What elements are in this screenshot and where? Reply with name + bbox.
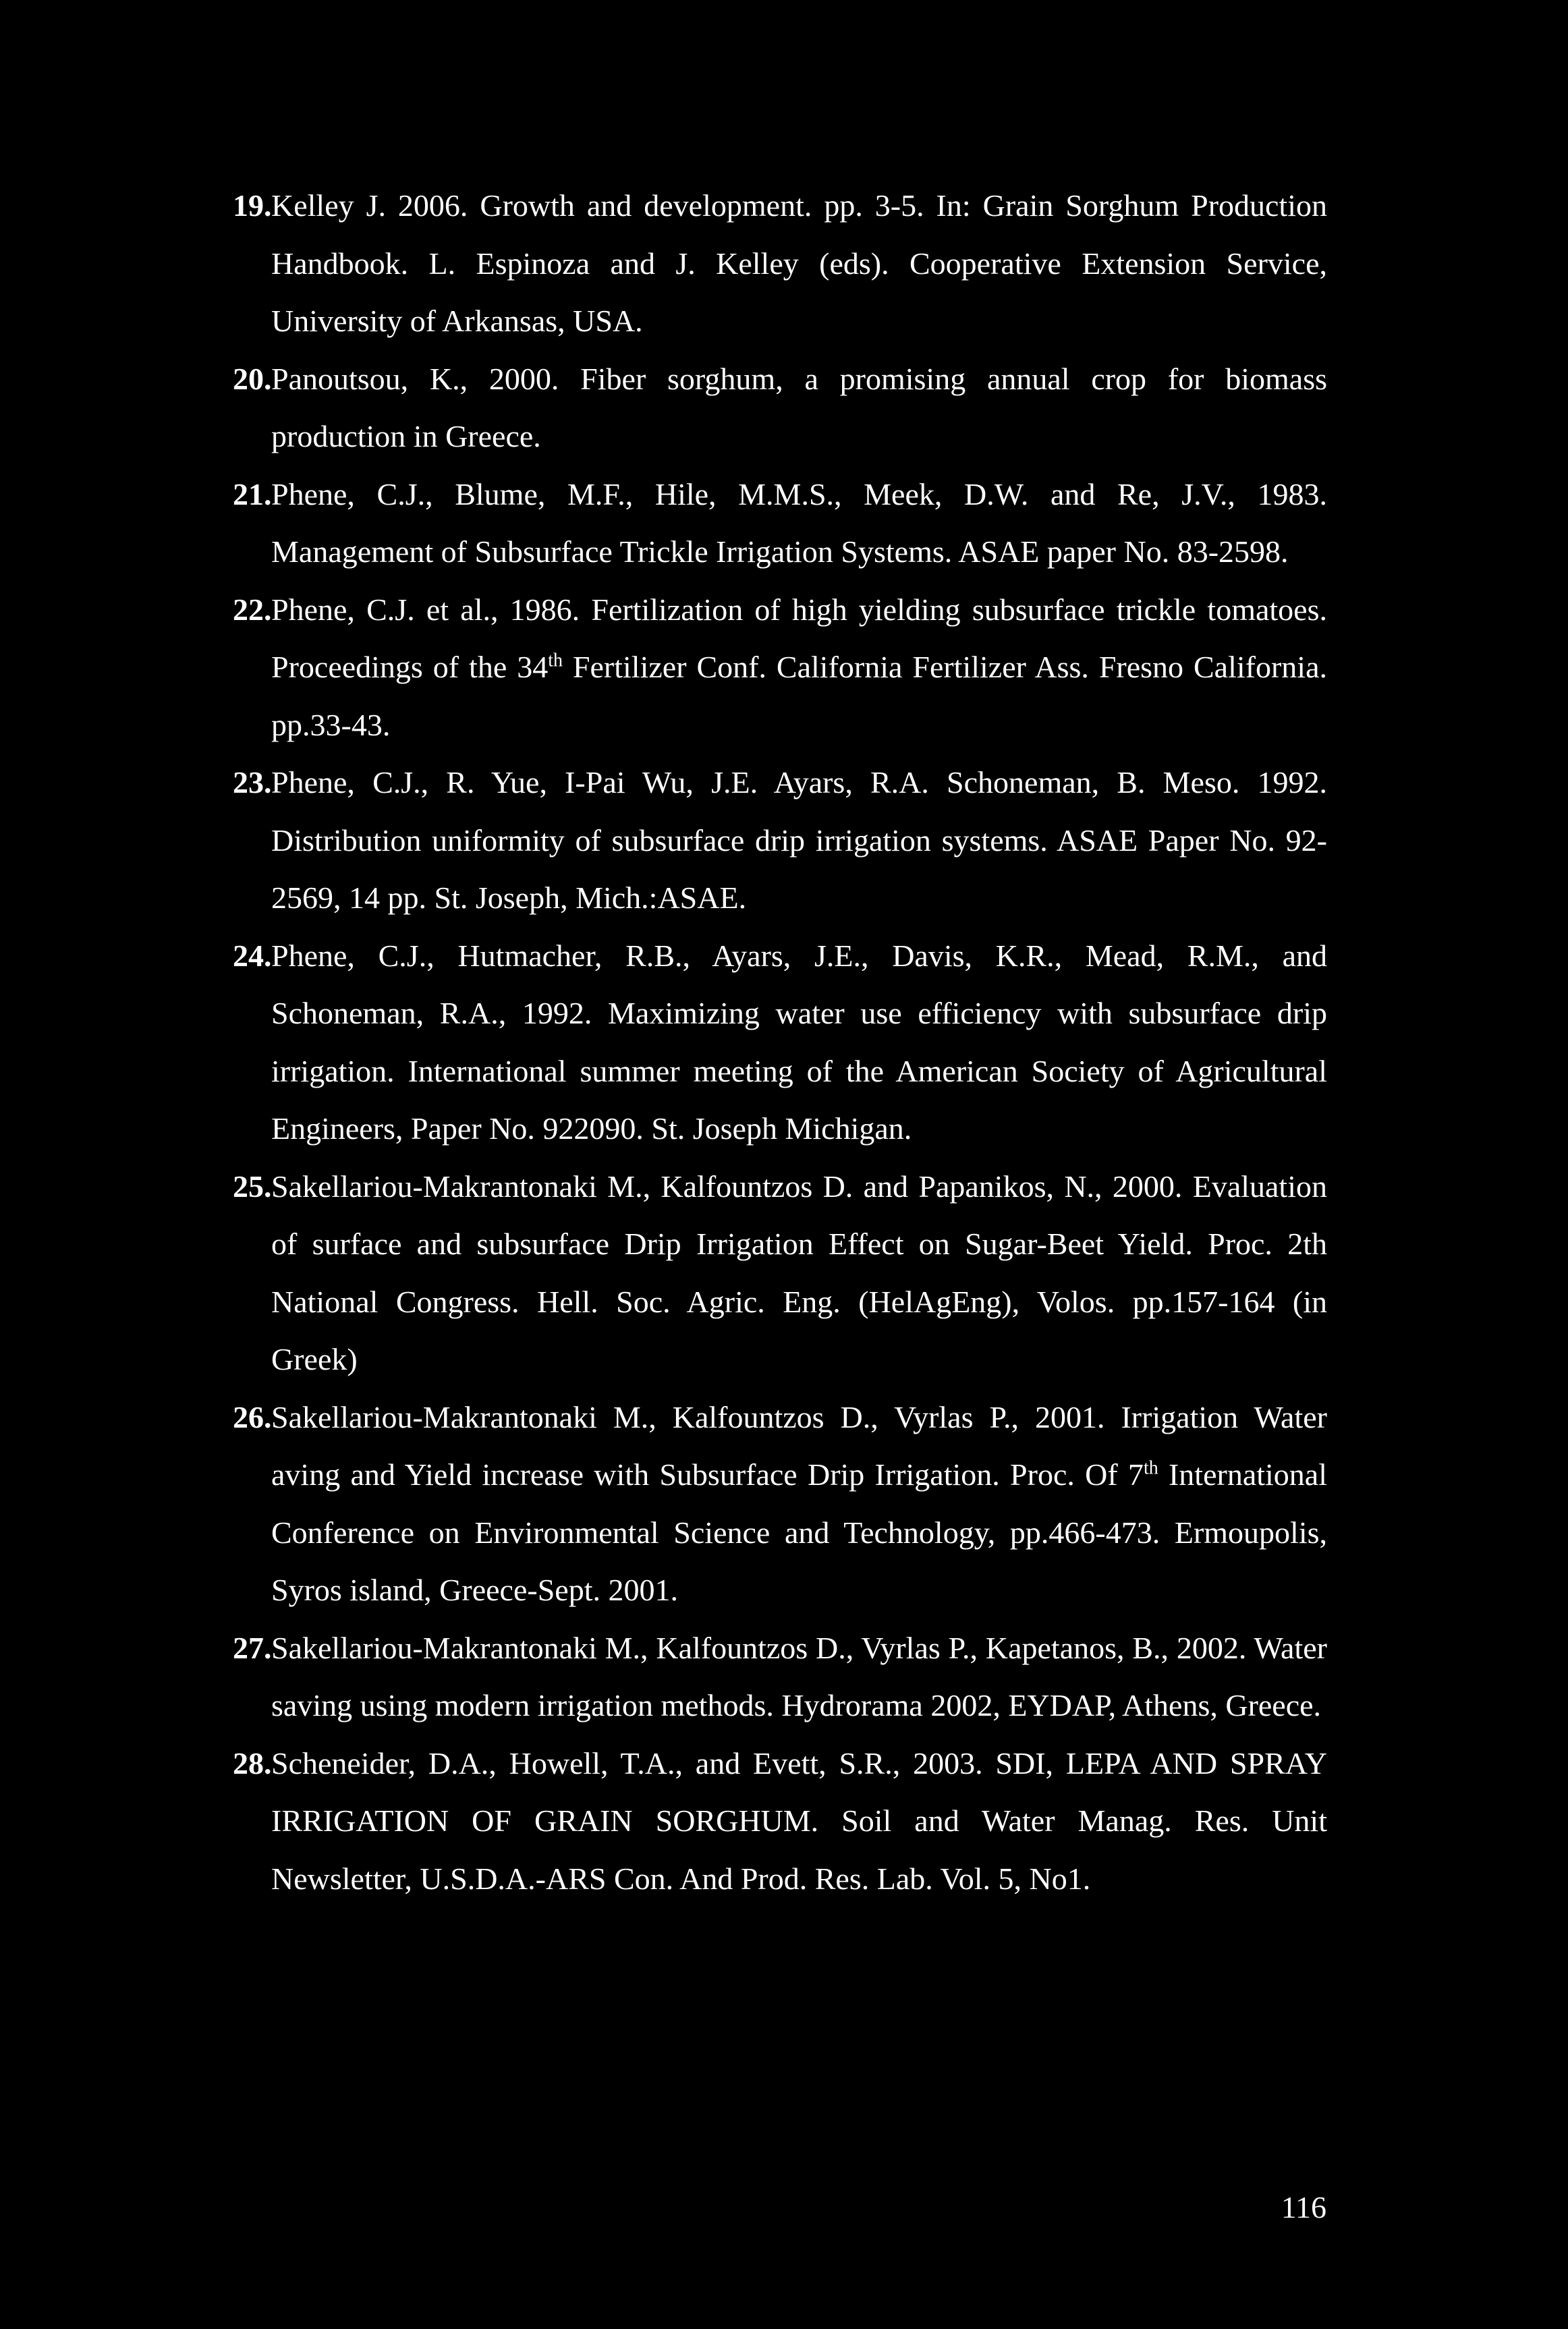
reference-text: Panoutsou, K., 2000. Fiber sorghum, a promising annual crop for biomass production in Greece. bbox=[271, 361, 1327, 453]
reference-number: 27. bbox=[233, 1630, 272, 1665]
superscript-ordinal: th bbox=[548, 650, 563, 671]
reference-number: 22. bbox=[233, 592, 272, 627]
reference-item bbox=[233, 1619, 1327, 1735]
reference-list bbox=[233, 177, 1327, 1907]
reference-text: Phene, C.J., Hutmacher, R.B., Ayars, J.E., Davis, K.R., Mead, R.M., and Schoneman, R.A., 1992. Maximizing water use efficiency with subsurface drip irrigation. International summer meeting of the American Society of Agricultural Engineers, Paper No. 922090. St. Joseph Michigan. bbox=[271, 938, 1327, 1146]
reference-number: 25. bbox=[233, 1169, 272, 1204]
reference-number: 21. bbox=[233, 476, 272, 511]
reference-item bbox=[233, 1388, 1327, 1619]
reference-item bbox=[233, 1158, 1327, 1388]
page-number: 116 bbox=[1281, 2190, 1326, 2224]
reference-number: 19. bbox=[233, 188, 272, 223]
reference-text: Sakellariou-Makrantonaki M., Kalfountzos D., Vyrlas P., Kapetanos, B., 2002. Water saving using modern irrigation methods. Hydrorama 2002, EYDAP, Athens, Greece. bbox=[271, 1630, 1327, 1722]
reference-item bbox=[233, 754, 1327, 927]
reference-item bbox=[233, 581, 1327, 754]
reference-item bbox=[233, 466, 1327, 581]
reference-item bbox=[233, 177, 1327, 350]
reference-text: Sakellariou-Makrantonaki M., Kalfountzos D. and Papanikos, N., 2000. Evaluation of surface and subsurface Drip Irrigation Effect on Sugar-Beet Yield. Proc. 2th National Congress. Hell. Soc. Agric. Eng. (HelAgEng), Volos. pp.157-164 (in Greek) bbox=[271, 1169, 1327, 1376]
reference-number: 23. bbox=[233, 765, 272, 799]
superscript-ordinal: th bbox=[1143, 1457, 1158, 1479]
reference-text: Sakellariou-Makrantonaki M., Kalfountzos D., Vyrlas P., 2001. Irrigation Water aving and Yield increase with Subsurface Drip Irrigation. Proc. Of 7 bbox=[271, 1399, 1327, 1492]
reference-text-continued: International Conference on Environmental Science and Technology, pp.466-473. Ermoupolis, Syros island, Greece-Sept. 2001. bbox=[271, 1457, 1327, 1607]
reference-text: Phene, C.J., R. Yue, I-Pai Wu, J.E. Ayars, R.A. Schoneman, B. Meso. 1992. Distribution uniformity of subsurface drip irrigation systems. ASAE Paper No. 92-2569, 14 pp. St. Joseph, Mich.:ASAE. bbox=[271, 765, 1327, 915]
reference-item bbox=[233, 350, 1327, 466]
reference-number: 24. bbox=[233, 938, 272, 973]
reference-text: Phene, C.J., Blume, M.F., Hile, M.M.S., Meek, D.W. and Re, J.V., 1983. Management of Subsurface Trickle Irrigation Systems. ASAE paper No. 83-2598. bbox=[271, 476, 1327, 569]
reference-item bbox=[233, 1735, 1327, 1908]
reference-number: 26. bbox=[233, 1399, 272, 1434]
reference-text: Scheneider, D.A., Howell, T.A., and Evett, S.R., 2003. SDI, LEPA AND SPRAY IRRIGATION OF GRAIN SORGHUM. Soil and Water Manag. Res. Unit Newsletter, U.S.D.A.-ARS Con. And Prod. Res. Lab. Vol. 5, No1. bbox=[271, 1745, 1327, 1896]
reference-text-continued: Fertilizer Conf. California Fertilizer Ass. Fresno California. pp.33-43. bbox=[271, 650, 1327, 742]
reference-number: 28. bbox=[233, 1745, 272, 1780]
reference-text: Phene, C.J. et al., 1986. Fertilization of high yielding subsurface trickle tomatoes. Proceedings of the 34 bbox=[271, 592, 1327, 684]
reference-number: 20. bbox=[233, 361, 272, 396]
reference-text: Kelley J. 2006. Growth and development. pp. 3-5. In: Grain Sorghum Production Handbook. L. Espinoza and J. Kelley (eds). Cooperative Extension Service, University of Arkansas, USA. bbox=[271, 188, 1327, 338]
reference-item bbox=[233, 927, 1327, 1158]
